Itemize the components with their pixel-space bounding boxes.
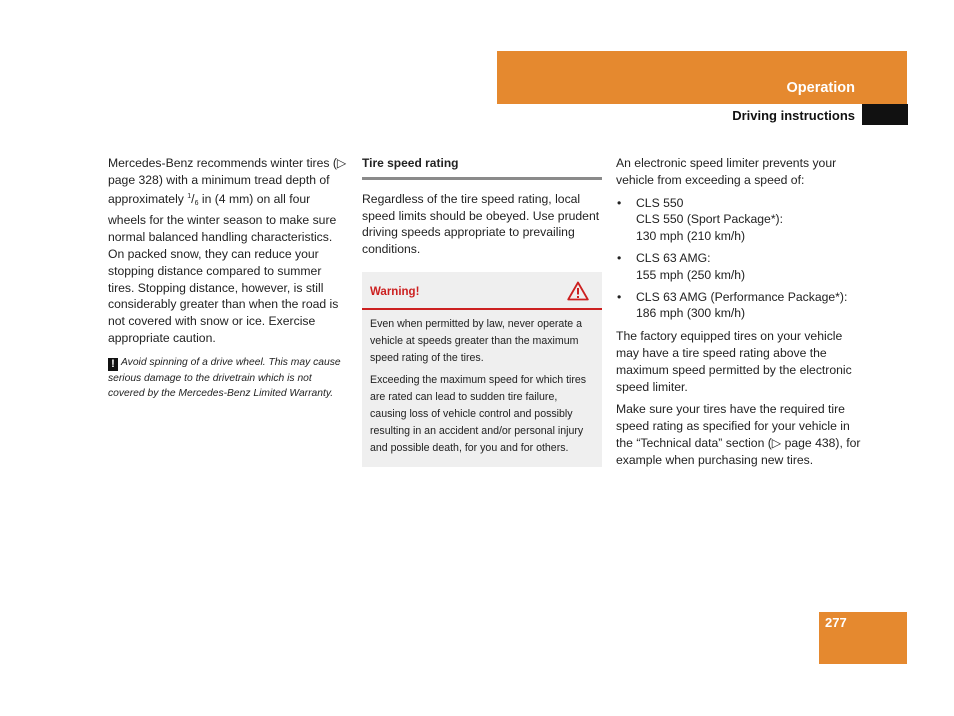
warning-label: Warning! bbox=[370, 285, 420, 298]
warning-box bbox=[362, 272, 602, 467]
warning-body bbox=[362, 310, 602, 467]
list-item: • CLS 63 AMG (Performance Package*): 186 mph (300 km/h) bbox=[616, 289, 861, 323]
column-left bbox=[108, 155, 348, 401]
warning-paragraph: Even when permitted by law, never operate a vehicle at speeds greater than the maximum speed rating of the tires. bbox=[370, 317, 582, 364]
tire-speed-rating-heading: Tire speed rating bbox=[362, 155, 602, 180]
page-number-box bbox=[819, 612, 907, 664]
speed-limit-paragraph: Regardless of the tire speed rating, local speed limits should be obeyed. Use prudent driving speeds appropriate to prevailing conditions. bbox=[362, 191, 600, 257]
speed-limit-list bbox=[616, 195, 861, 323]
section-title: Operation bbox=[786, 80, 855, 96]
column-middle bbox=[362, 155, 602, 467]
warning-triangle-icon bbox=[567, 281, 589, 301]
list-item: • CLS 550 CLS 550 (Sport Package*): 130 mph (210 km/h) bbox=[616, 195, 861, 245]
speed-limiter-intro: An electronic speed limiter prevents your vehicle from exceeding a speed of: bbox=[616, 156, 837, 187]
list-item: • CLS 63 AMG: 155 mph (250 km/h) bbox=[616, 250, 861, 284]
winter-tires-paragraph: Mercedes-Benz recommends winter tires (▷ page 328) with a minimum tread depth of approximately $^1/_6$ in (4 mm) on all four wheels for the winter season to make sure normal balanced handling characteristics. On packed snow, they can reduce your stopping distance compared to summer tires. Stopping distance, however, is still considerably greater than when the road is not covered with snow or ice. Exercise appropriate caution. bbox=[108, 156, 347, 345]
note-text: Avoid spinning of a drive wheel. This may cause serious damage to the drivetrain which is not covered by the Mercedes-Benz Limited Warranty. bbox=[108, 356, 341, 399]
factory-tires-paragraph: The factory equipped tires on your vehicle may have a tire speed rating above the maximum speed permitted by the electronic speed limiter. bbox=[616, 329, 852, 394]
column-right bbox=[616, 155, 861, 475]
warning-header bbox=[362, 272, 602, 310]
header-band bbox=[497, 51, 907, 104]
section-tab-marker bbox=[862, 104, 908, 125]
warning-paragraph: Exceeding the maximum speed for which tires are rated can lead to sudden tire failure, causing loss of vehicle control and possibly resulting in an accident and/or personal injury and possible death, for you and for others. bbox=[370, 373, 587, 454]
exclamation-icon: ! bbox=[108, 358, 118, 371]
page-number: 277 bbox=[825, 615, 847, 630]
drivetrain-note bbox=[108, 355, 348, 401]
required-rating-paragraph: Make sure your tires have the required tire speed rating as specified for your vehicle in the “Technical data” section (▷ page 438), for example when purchasing new tires. bbox=[616, 402, 861, 467]
subsection-title: Driving instructions bbox=[732, 108, 855, 123]
